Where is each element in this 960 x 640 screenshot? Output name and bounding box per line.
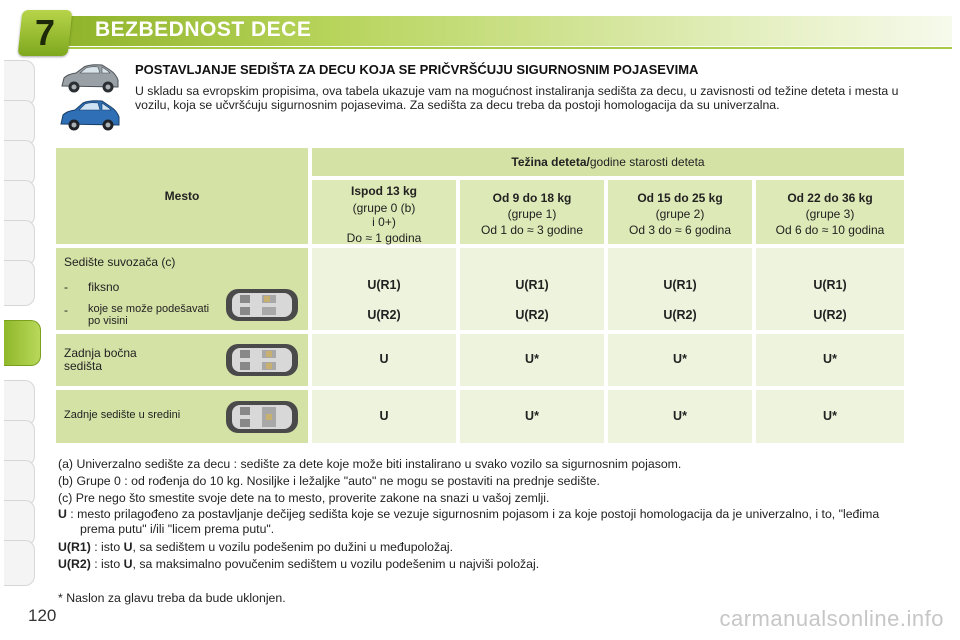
notes (58, 456, 908, 573)
column-age: Od 6 do ≈ 10 godina (775, 223, 885, 237)
column-weight: Od 9 do 18 kg (492, 191, 572, 205)
cell-value: U* (673, 352, 687, 366)
note-key-u: U (123, 540, 133, 554)
note-text: , sa sedištem u vozilu podešenim po dužini u međupoložaj. (132, 540, 454, 554)
page-number: 120 (28, 606, 57, 625)
cell-value: U* (823, 409, 837, 423)
car-blue-icon (58, 98, 122, 134)
table-cell (608, 390, 752, 443)
table-cell (460, 390, 604, 443)
table-cell (312, 334, 456, 386)
note-text: : mesto prilagođeno za postavljanje dečijeg sedišta koje se vezuje sigurnosnim pojasom i za koje postoji homologacija da je univerzalno, i to, "leđima prema putu" i/ili "licem prema putu". (66, 507, 880, 536)
row-label: Sedište suvozača (c) (64, 255, 176, 269)
seat-position-diagram (222, 397, 302, 437)
row-dash: - (64, 303, 68, 317)
table-cell (312, 390, 456, 443)
table-cell (756, 334, 904, 386)
row-label: Zadnja bočna sedišta (64, 346, 137, 373)
footnote: * Naslon za glavu treba da bude uklonjen. (58, 591, 286, 605)
note-a: (a) Univerzalno sedište za decu : sedište za dete koje može biti instalirano u svako vozilo sa sigurnosnim pojasom. (58, 457, 682, 471)
table-cell (756, 248, 904, 330)
row-header-rear-center (56, 390, 308, 443)
cell-value-r2: U(R2) (663, 308, 697, 322)
row-dash: - (64, 280, 68, 294)
note-key: U (58, 507, 67, 521)
weight-header (312, 148, 904, 176)
watermark: carmanualsonline.info (719, 606, 944, 631)
cell-value: U* (525, 409, 539, 423)
page-title: BEZBEDNOST DECE (95, 18, 312, 41)
chapter-number: 7 (34, 12, 56, 53)
column-weight: Od 22 do 36 kg (787, 191, 873, 205)
row-sub-fixed: fiksno (88, 280, 120, 294)
section-heading: POSTAVLJANJE SEDIŠTA ZA DECU KOJA SE PRIČVRŠĆUJU SIGURNOSNIM POJASEVIMA (135, 62, 699, 77)
cell-value: U (379, 352, 389, 366)
column-weight: Od 15 do 25 kg (637, 191, 723, 205)
chapter-tab[interactable] (4, 260, 35, 306)
cell-value-r1: U(R1) (367, 278, 401, 292)
seat-position-diagram (222, 340, 302, 380)
cell-value-r2: U(R2) (367, 308, 401, 322)
row-label: Zadnje sedište u sredini (64, 409, 181, 421)
table-cell (312, 248, 456, 330)
car-side-icon (58, 62, 122, 96)
note-u (58, 507, 908, 537)
cell-value-r2: U(R2) (515, 308, 549, 322)
chapter-tab[interactable] (4, 540, 35, 586)
column-header (608, 180, 752, 244)
column-age: Do ≈ 1 godina (346, 231, 422, 245)
chapter-tab-rail (0, 60, 44, 580)
column-group-extra: i 0+) (372, 215, 396, 229)
note-key: U(R1) (58, 540, 91, 554)
column-group: (grupe 3) (805, 207, 855, 221)
weight-header-rest: godine starosti deteta (589, 155, 705, 169)
note-key: U(R2) (58, 557, 91, 571)
column-age: Od 1 do ≈ 3 godine (481, 223, 583, 237)
column-weight: Ispod 13 kg (350, 184, 418, 198)
table-cell (460, 248, 604, 330)
table-cell (608, 334, 752, 386)
note-key-u: U (123, 557, 133, 571)
cell-value: U (379, 409, 389, 423)
row-header-front-passenger (56, 248, 308, 330)
cell-value-r1: U(R1) (663, 278, 697, 292)
cell-value-r2: U(R2) (813, 308, 847, 322)
place-header: Mesto (56, 148, 308, 244)
cell-value-r1: U(R1) (515, 278, 549, 292)
note-text: : isto (90, 557, 124, 571)
column-header (460, 180, 604, 244)
column-age: Od 3 do ≈ 6 godina (629, 223, 731, 237)
table-cell (608, 248, 752, 330)
column-group: (grupe 2) (655, 207, 705, 221)
note-ur1 (58, 539, 908, 556)
column-header (756, 180, 904, 244)
cell-value: U* (673, 409, 687, 423)
intro-paragraph: U skladu sa evropskim propisima, ova tabela ukazuje vam na mogućnost instaliranja sedišta za decu, u zavisnosti od težine deteta i mesta u vozilu, koja se učvršćuju sigurnosnim pojasevima. Za sedišta za decu treba da postoji homologacija da su univerzalna. (135, 84, 899, 112)
weight-header-bold: Težina deteta/ (511, 155, 590, 169)
table-cell (460, 334, 604, 386)
column-group: (grupe 1) (507, 207, 557, 221)
note-c: (c) Pre nego što smestite svoje dete na to mesto, proverite zakone na snazi u vašoj zemlji. (58, 491, 550, 505)
note-b: (b) Grupe 0 : od rođenja do 10 kg. Nosiljke i ležaljke "auto" ne mogu se postaviti na prednje sedište. (58, 474, 600, 488)
note-text: : isto (90, 540, 124, 554)
column-header (312, 180, 456, 244)
cell-value: U* (525, 352, 539, 366)
note-ur2 (58, 556, 908, 573)
row-header-rear-outer (56, 334, 308, 386)
cell-value: U* (823, 352, 837, 366)
cell-value-r1: U(R1) (813, 278, 847, 292)
column-group: (grupe 0 (b) (352, 201, 416, 215)
note-text: , sa maksimalno povučenim sedištem u vozilu podešenim u najviši položaj. (132, 557, 540, 571)
table-cell (756, 390, 904, 443)
seat-position-diagram (222, 285, 302, 325)
row-sub-adjustable: koje se može podešavati po visini (88, 303, 210, 327)
child-seat-table (56, 148, 904, 443)
chapter-tab-active[interactable] (4, 320, 41, 366)
